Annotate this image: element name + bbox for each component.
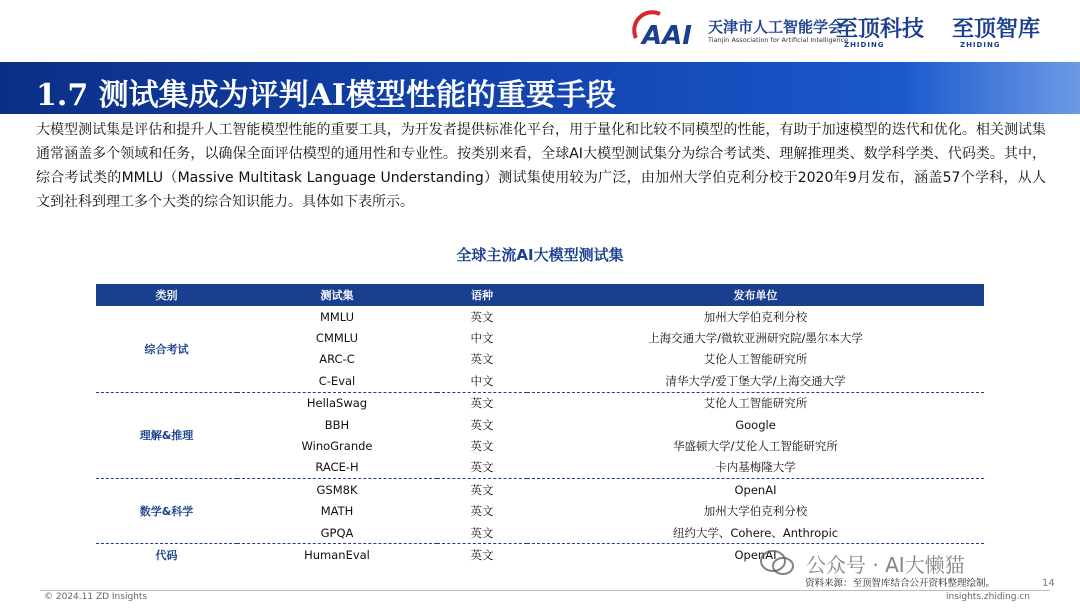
brand-zhiding-tech: 至顶科技 [836,17,925,42]
publisher-cell: 加州大学伯克利分校 [703,504,808,519]
benchmark-cell: CMMLU [315,331,359,346]
header-publisher: 发布单位 [527,284,984,306]
table-header-row [96,284,984,306]
org-name-en: Tianjin Association for Artificial Intelligence [708,36,849,44]
svg-text:AAI: AAI [642,21,692,51]
language-cell: 英文 [470,439,494,454]
header-language: 语种 [437,284,527,306]
category-cell: 综合考试 [144,342,189,356]
table-row [96,306,984,327]
benchmark-cell: C-Eval [318,373,356,388]
brand-zhiding-think-tank: 至顶智库 [952,17,1041,42]
publisher-cell: 加州大学伯克利分校 [703,309,808,324]
publisher-cell: OpenAI [527,479,984,501]
title-band [0,62,1080,114]
language-cell: 英文 [437,479,527,501]
language-cell: 英文 [470,504,494,519]
header-category: 类别 [96,284,237,306]
category-cell: 数学&科学 [96,479,237,544]
publisher-cell: 清华大学/爱丁堡大学/上海交通大学 [665,373,846,388]
header-logos [630,6,1070,54]
tjai-logo-icon [630,8,700,52]
language-cell: 英文 [437,544,527,566]
publisher-cell: 纽约大学、Cohere、Anthropic [672,525,839,540]
benchmark-table [96,284,984,566]
publisher-cell: 华盛顿大学/艾伦人工智能研究所 [673,439,838,454]
language-cell: 英文 [470,309,494,324]
wechat-icon [760,549,794,577]
footer-divider [40,590,1050,591]
brand-zhiding-tech-sub: ZHIDING [844,41,885,49]
table-row [96,479,984,501]
page-number: 14 [1042,578,1055,589]
language-cell: 英文 [470,525,494,540]
benchmark-cell: MATH [320,504,354,519]
tjai-logo [630,6,849,54]
publisher-cell: 艾伦人工智能研究所 [703,352,808,367]
page-title: 1.7 测试集成为评判AI模型性能的重要手段 [36,78,616,113]
benchmark-cell: RACE-H [315,460,359,475]
publisher-cell: 艾伦人工智能研究所 [527,392,984,414]
source-note: 资料来源：至顶智库结合公开资料整理绘制。 [805,578,996,589]
publisher-cell: 卡内基梅隆大学 [715,460,796,475]
benchmark-cell: HellaSwag [237,392,437,414]
language-cell: 中文 [470,331,494,346]
category-cell: 代码 [96,544,237,566]
table-title: 全球主流AI大模型测试集 [456,246,624,264]
benchmark-cell: MMLU [319,309,355,324]
language-cell: 中文 [470,373,494,388]
intro-paragraph: 大模型测试集是评估和提升人工智能模型性能的重要工具，为开发者提供标准化平台，用于量化和比较不同模型的性能，有助于加速模型的迭代和优化。相关测试集通常涵盖多个领域和任务，以确保全面评估模型的通用性和专业性。按类别来看，全球AI大模型测试集分为综合考试类、理解推理类、数学科学类、代码类。其中，综合考试类的MMLU（Massive Multitask Language Understanding）测试集使用较为广泛，由加州大学伯克利分校于2020年9月发布，涵盖57个学科，从人文到社科到理工多个大类的综合知识能力。具体如下表所示。 [36,122,1046,210]
org-name: 天津市人工智能学会 [708,18,844,36]
benchmark-cell: WinoGrande [301,439,373,454]
header-benchmark: 测试集 [237,284,437,306]
language-cell: 英文 [470,352,494,367]
publisher-cell: 上海交通大学/微软亚洲研究院/墨尔本大学 [648,331,863,346]
benchmark-cell: GSM8K [237,479,437,501]
benchmark-cell: HumanEval [237,544,437,566]
language-cell: 英文 [437,392,527,414]
table-body [96,306,984,566]
copyright: © 2024.11 ZD Insights [44,592,148,602]
benchmark-cell: BBH [324,417,350,432]
benchmark-cell: GPQA [320,525,354,540]
brand-zhiding-think-tank-sub: ZHIDING [960,41,1001,49]
publisher-cell: OpenAI [527,544,984,566]
language-cell: 英文 [470,417,494,432]
language-cell: 英文 [470,460,494,475]
watermark-text: 公众号 · AI大懒猫 [806,553,965,577]
publisher-cell: Google [735,417,776,432]
category-cell: 理解&推理 [96,392,237,479]
table-row [96,392,984,414]
site-url: insights.zhiding.cn [946,592,1030,602]
benchmark-cell: ARC-C [319,352,355,367]
